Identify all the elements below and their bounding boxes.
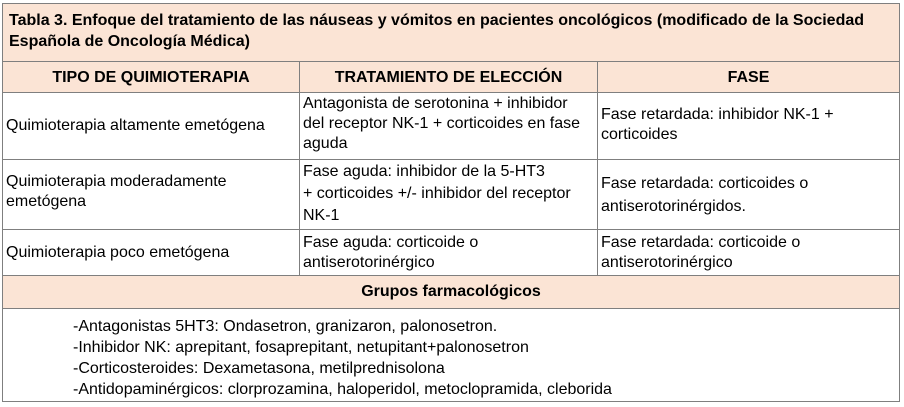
- cell-fase: [598, 160, 899, 229]
- cell-tipo: [3, 230, 300, 275]
- table-caption: [3, 4, 899, 62]
- cell-line: corticoides: [601, 126, 678, 143]
- cell-fase: [598, 230, 899, 275]
- table-row: [3, 93, 899, 160]
- cell-line: Fase retardada: corticoides o: [601, 175, 809, 192]
- list-item: -Antagonistas 5HT3: Ondasetron, granizaron, palonosetron.: [73, 318, 498, 335]
- cell-fase: [598, 93, 899, 159]
- groups-list: [3, 309, 899, 401]
- cell-text: Quimioterapia altamente emetógena: [6, 117, 265, 134]
- caption-label: Tabla 3.: [9, 12, 68, 29]
- cell-tipo: [3, 160, 300, 229]
- cell-line: antiserotorinérgico: [303, 254, 435, 271]
- caption-text: Enfoque del tratamiento de las náuseas y vómitos en pacientes oncológicos (modificado de la Sociedad Española de Oncología Médica): [9, 12, 865, 50]
- cell-line: Fase retardada: corticoide o: [601, 234, 801, 251]
- column-header-tratamiento: TRATAMIENTO DE ELECCIÓN: [300, 62, 598, 92]
- cell-line: emetógena: [6, 193, 87, 210]
- column-header-fase: FASE: [727, 69, 770, 86]
- cell-line: Fase retardada: inhibidor NK-1 +: [601, 106, 834, 123]
- cell-tratamiento: [300, 230, 598, 275]
- cell-text: Quimioterapia poco emetógena: [6, 243, 230, 261]
- table-header-row: [3, 62, 899, 93]
- groups-title: Grupos farmacológicos: [3, 276, 899, 309]
- column-header-tipo: TIPO DE QUIMIOTERAPIA: [3, 62, 300, 92]
- cell-line: NK-1: [303, 207, 340, 224]
- cell-line: del receptor NK-1 + corticoides en fase: [303, 115, 581, 132]
- cell-tratamiento: [300, 160, 598, 229]
- list-item: -Antidopaminérgicos: clorprozamina, haloperidol, metoclopramida, cleborida: [73, 381, 612, 398]
- cell-line: Antagonista de serotonina + inhibidor: [303, 95, 568, 112]
- table-row: [3, 160, 899, 230]
- cell-tratamiento: [300, 93, 598, 159]
- table-row: [3, 230, 899, 276]
- list-item: -Inhibidor NK: aprepitant, fosaprepitant, netupitant+palonosetron: [73, 339, 529, 356]
- cell-line: aguda: [303, 135, 348, 152]
- cell-tipo: [3, 93, 300, 159]
- cell-line: antiserotorinérgidos.: [601, 198, 746, 215]
- cell-line: + corticoides +/- inhibidor del receptor: [303, 185, 571, 202]
- antiemetic-treatment-table: [2, 3, 900, 402]
- cell-line: Fase aguda: corticoide o: [303, 234, 479, 251]
- cell-line: antiserotorinérgico: [601, 254, 733, 271]
- cell-line: Fase aguda: inhibidor de la 5-HT3: [303, 163, 545, 180]
- cell-line: Quimioterapia moderadamente: [6, 173, 227, 190]
- list-item: -Corticosteroides: Dexametasona, metilprednisolona: [73, 360, 445, 377]
